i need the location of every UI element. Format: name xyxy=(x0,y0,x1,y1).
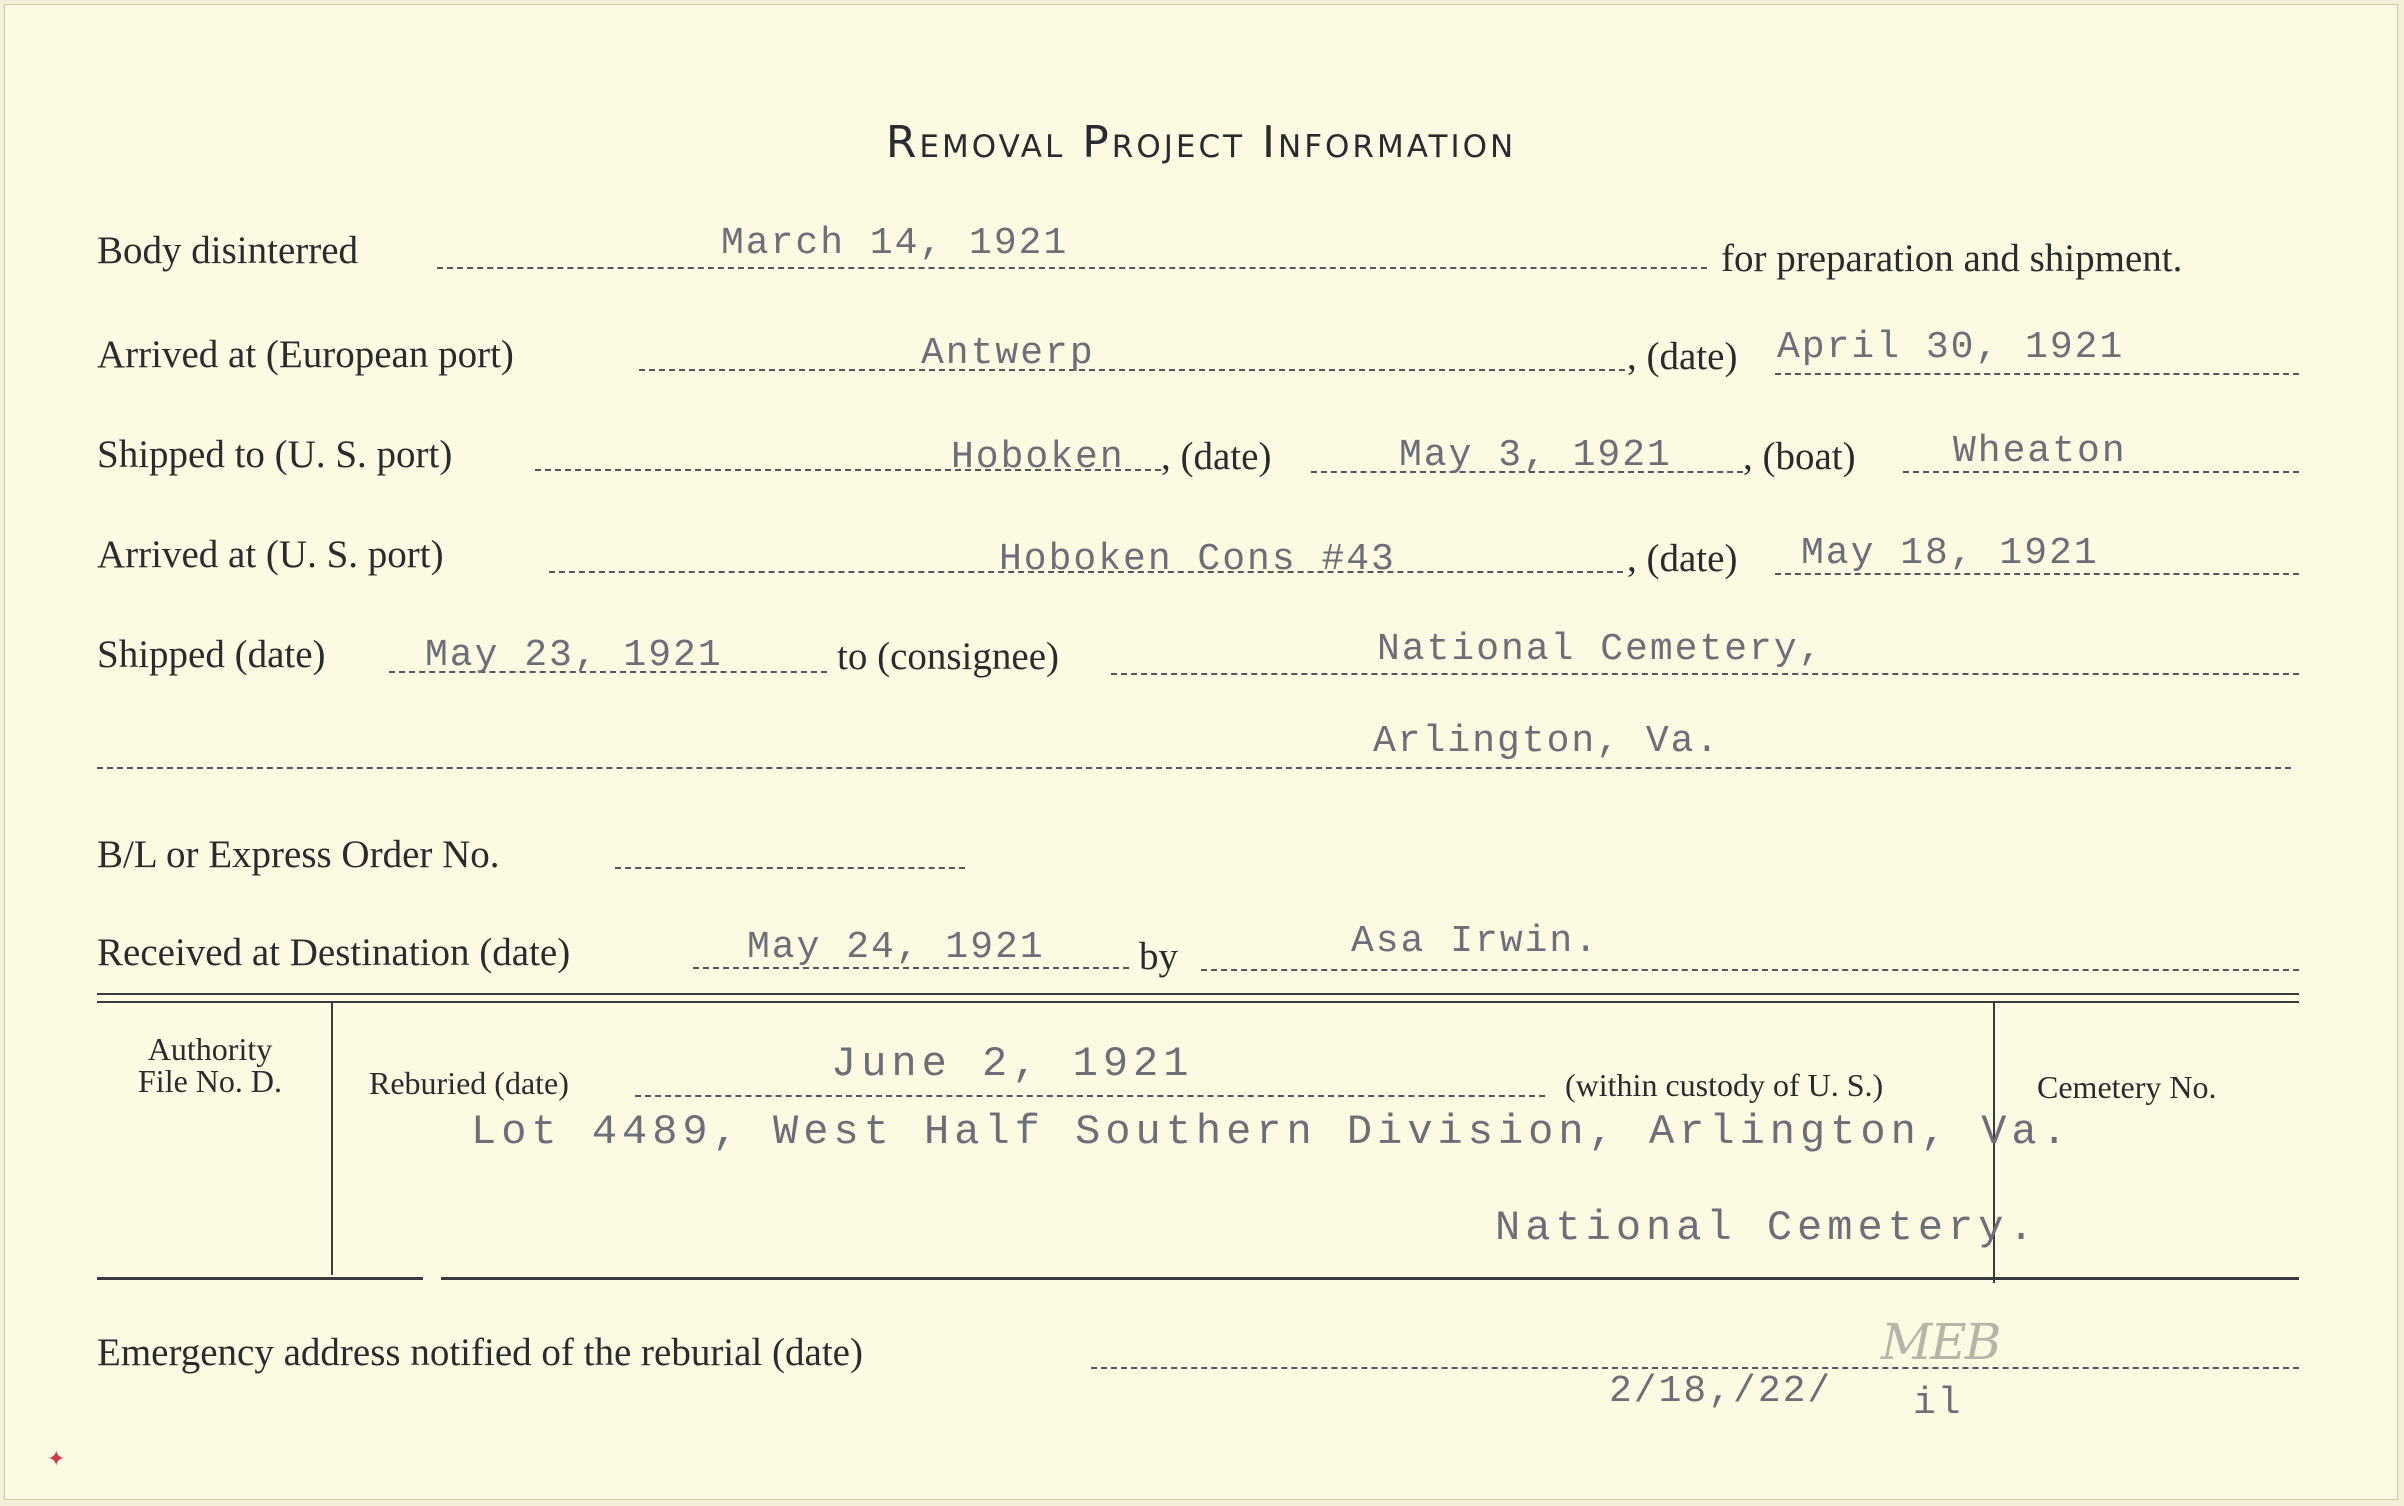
emergency-line xyxy=(1091,1367,2299,1369)
emergency-date: 2/18,/22/ xyxy=(1609,1370,1833,1413)
reburial-location: Lot 4489, West Half Southern Division, Arlington, Va. xyxy=(471,1108,2072,1156)
received-date: May 24, 1921 xyxy=(747,926,1045,969)
consignee-line-2 xyxy=(97,767,2291,769)
reburial-cemetery: National Cemetery. xyxy=(1495,1204,2039,1252)
red-ink-mark-icon: ✦ xyxy=(47,1447,66,1472)
arrived-european-port: Antwerp xyxy=(921,332,1095,375)
handwritten-initials: MEB xyxy=(1881,1313,2000,1371)
box-divider-left xyxy=(331,1003,333,1275)
reburied-date: June 2, 1921 xyxy=(831,1040,1194,1088)
arrived-us-label: Arrived at (U. S. port) xyxy=(97,533,444,576)
authority-label-line2: File No. D. xyxy=(138,1063,282,1099)
record-card xyxy=(4,4,2398,1500)
shipped-us-date: May 3, 1921 xyxy=(1399,434,1672,477)
card-title: Removal Project Information xyxy=(885,117,1517,168)
arrived-european-date: April 30, 1921 xyxy=(1777,326,2125,369)
body-disinterred-line xyxy=(437,267,1707,269)
received-by: Asa Irwin. xyxy=(1351,920,1600,963)
arrived-us-date: May 18, 1921 xyxy=(1801,532,2099,575)
received-by-label: by xyxy=(1139,935,1178,978)
arrived-european-date-label: , (date) xyxy=(1627,335,1738,378)
custody-label: (within custody of U. S.) xyxy=(1565,1067,1884,1103)
received-by-line xyxy=(1201,969,2299,971)
arrived-european-date-line xyxy=(1775,373,2299,375)
arrived-us-date-label: , (date) xyxy=(1627,537,1738,580)
shipped-date-label: Shipped (date) xyxy=(97,633,326,676)
arrived-us-port: Hoboken Cons #43 xyxy=(999,538,1396,581)
consignee-name: National Cemetery, xyxy=(1377,628,1824,671)
shipped-us-boat: Wheaton xyxy=(1953,430,2127,473)
consignee-label: to (consignee) xyxy=(837,635,1060,678)
body-disinterred-label: Body disinterred xyxy=(97,229,359,272)
body-disinterred-date: March 14, 1921 xyxy=(721,222,1069,265)
arrived-european-line xyxy=(639,369,1625,371)
body-disinterred-suffix: for preparation and shipment. xyxy=(1721,237,2183,280)
emergency-suffix: il xyxy=(1913,1382,1963,1425)
separator-rule-bottom xyxy=(97,1001,2299,1003)
box-bottom-rule-left xyxy=(97,1277,423,1280)
shipped-us-label: Shipped to (U. S. port) xyxy=(97,433,453,476)
received-label: Received at Destination (date) xyxy=(97,931,571,974)
emergency-label: Emergency address notified of the reburial (date) xyxy=(97,1331,863,1374)
shipped-us-date-label: , (date) xyxy=(1161,435,1272,478)
shipped-us-boat-label: , (boat) xyxy=(1743,435,1856,478)
bl-order-line xyxy=(615,867,965,869)
arrived-european-label: Arrived at (European port) xyxy=(97,333,514,376)
consignee-location: Arlington, Va. xyxy=(1373,720,1721,763)
authority-label-line1: Authority xyxy=(147,1031,273,1067)
reburied-label: Reburied (date) xyxy=(369,1065,569,1101)
shipped-date: May 23, 1921 xyxy=(425,634,723,677)
box-bottom-rule-right xyxy=(441,1277,2299,1280)
reburied-line xyxy=(635,1095,1545,1097)
bl-order-label: B/L or Express Order No. xyxy=(97,833,500,876)
shipped-us-port: Hoboken xyxy=(951,436,1125,479)
cemetery-no-label: Cemetery No. xyxy=(2037,1069,2217,1105)
separator-rule-top xyxy=(97,993,2299,995)
consignee-line-1 xyxy=(1111,673,2299,675)
